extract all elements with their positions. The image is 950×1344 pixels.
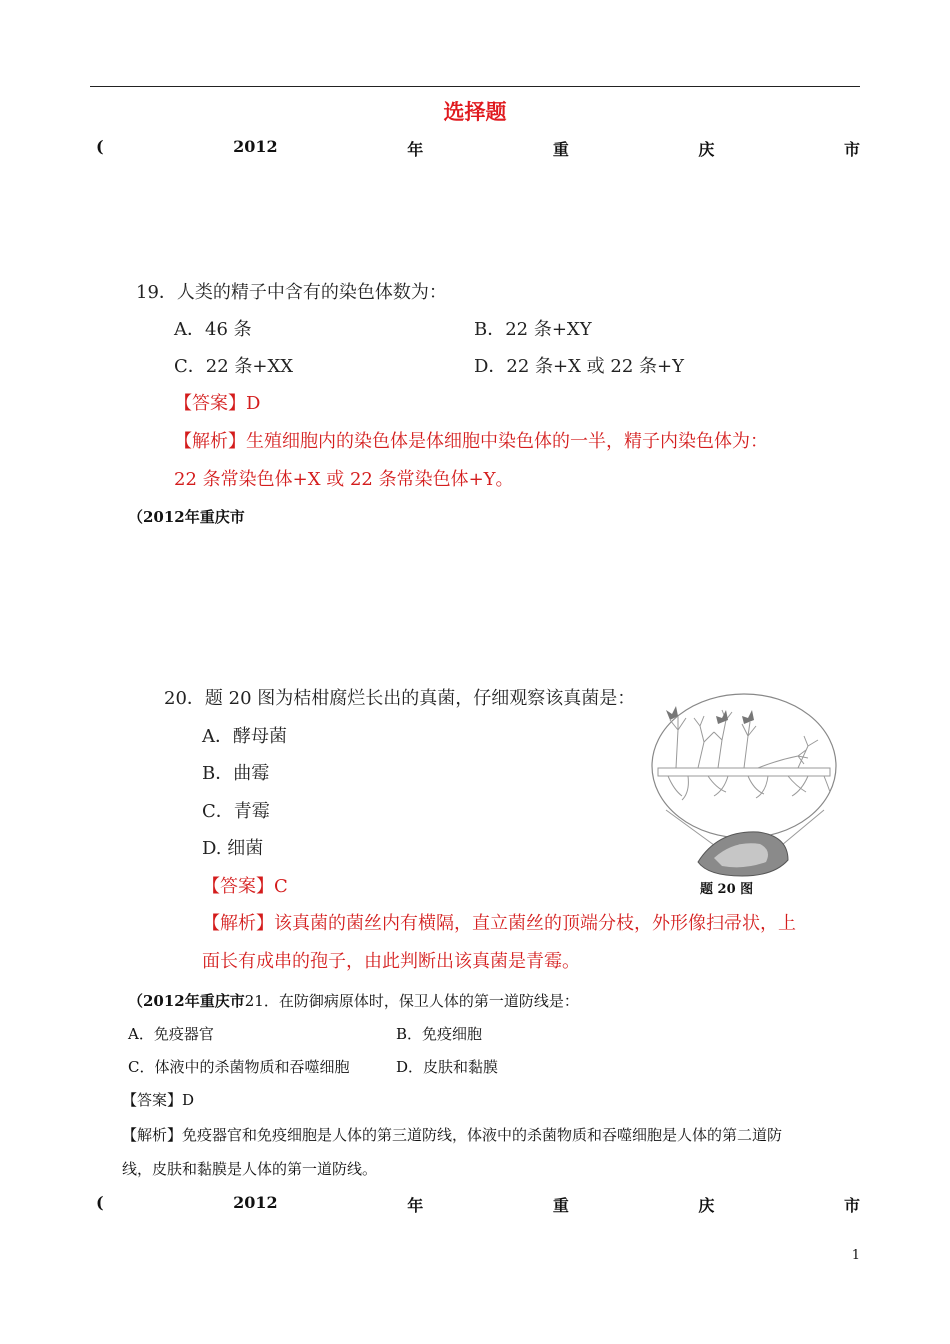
q21-analysis-line1: 【解析】免疫器官和免疫细胞是人体的第三道防线，体液中的杀菌物质和吞噬细胞是人体的第二道防 (122, 1126, 783, 1144)
q19-analysis-line2: 22 条常染色体+X 或 22 条常染色体+Y。 (174, 469, 514, 490)
q20-answer: 【答案】C (202, 876, 288, 897)
source-line-bottom (96, 1193, 860, 1216)
source-part: 年 (407, 1196, 424, 1215)
q21-option-c: C．体液中的杀菌物质和吞噬细胞 (128, 1058, 350, 1076)
q21-line (128, 990, 579, 1011)
source-part: 庆 (698, 140, 715, 159)
source-part: 重 (552, 140, 569, 159)
source-line-top (96, 137, 860, 160)
header-rule (90, 86, 860, 87)
q20-stem: 20．题 20 图为桔柑腐烂长出的真菌，仔细观察该真菌是： (164, 688, 636, 709)
q20-option-d: D. 细菌 (202, 838, 264, 859)
q20-option-c: C．青霉 (202, 801, 270, 822)
q19-option-c: C．22 条+XX (174, 356, 294, 377)
source-line-2: （2012年重庆市 (128, 508, 245, 526)
source-part: 市 (843, 140, 860, 159)
q19-option-b: B．22 条+XY (474, 319, 592, 340)
figure-caption: 题 20 图 (700, 882, 754, 897)
q21-option-d: D．皮肤和黏膜 (396, 1058, 499, 1076)
q20-option-b: B．曲霉 (202, 763, 270, 784)
source-part: 市 (843, 1196, 860, 1215)
source-part: 重 (552, 1196, 569, 1215)
q20-analysis-line1: 【解析】该真菌的菌丝内有横隔，直立菌丝的顶端分枝，外形像扫帚状，上 (202, 913, 796, 934)
q21-analysis-line2: 线，皮肤和黏膜是人体的第一道防线。 (122, 1160, 378, 1178)
q19-option-d: D．22 条+X 或 22 条+Y (474, 356, 684, 377)
q19-stem: 19．人类的精子中含有的染色体数为： (136, 282, 447, 303)
q19-answer: 【答案】D (174, 393, 261, 414)
q19-option-a: A．46 条 (174, 319, 252, 340)
source-part: ( (96, 1193, 104, 1212)
source-part: 庆 (698, 1196, 715, 1215)
q19-analysis-line1: 【解析】生殖细胞内的染色体是体细胞中染色体的一半，精子内染色体为： (174, 431, 768, 452)
page-number: 1 (851, 1248, 860, 1263)
page-title: 选择题 (443, 99, 507, 124)
source-part: 2012 (233, 1193, 278, 1212)
source-part: 2012 (233, 137, 278, 156)
q20-analysis-line2: 面长有成串的孢子，由此判断出该真菌是青霉。 (202, 951, 580, 972)
fungus-figure (648, 690, 840, 898)
q21-option-a: A．免疫器官 (128, 1025, 214, 1043)
q21-stem: 21．在防御病原体时，保卫人体的第一道防线是： (244, 992, 579, 1010)
q21-source: （2012年重庆市 (128, 992, 245, 1010)
source-part: ( (96, 137, 104, 156)
q21-answer: 【答案】D (122, 1091, 195, 1109)
q20-option-a: A．酵母菌 (202, 726, 287, 747)
source-part: 年 (407, 140, 424, 159)
q21-option-b: B．免疫细胞 (396, 1025, 483, 1043)
